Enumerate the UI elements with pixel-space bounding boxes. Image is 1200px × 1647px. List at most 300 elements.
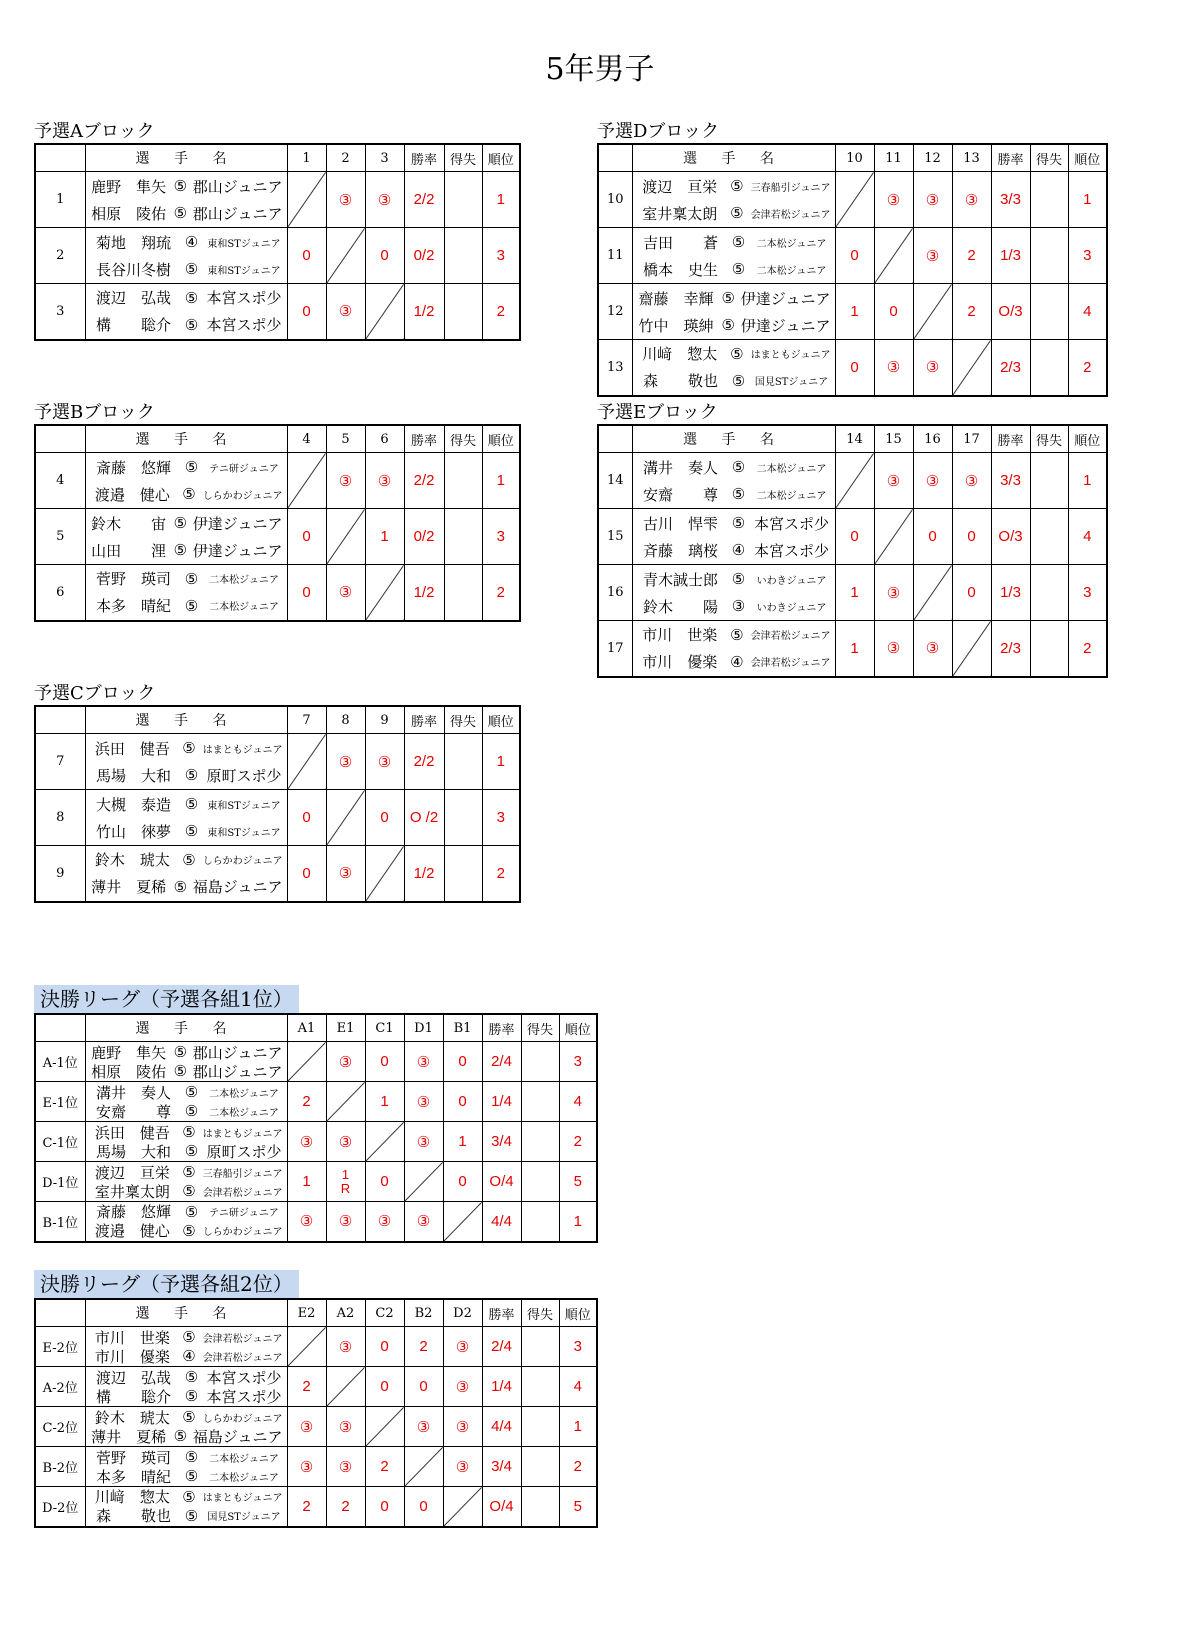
player-grade: ④: [731, 541, 746, 559]
table-row: [35, 228, 520, 284]
player-line: [90, 735, 283, 762]
pair-number: 16: [598, 565, 632, 621]
player-club: 郡山ジュニア: [192, 1062, 283, 1081]
player-grade: ④: [730, 652, 744, 671]
header-rate: 勝率: [991, 425, 1030, 453]
win-rate: O/4: [482, 1162, 521, 1202]
player-grade: ⑤: [731, 371, 746, 390]
diagonal-cell: [365, 284, 404, 340]
player-name: 長谷川冬樹: [95, 260, 171, 279]
match-result: ③: [404, 1082, 443, 1122]
table-row: [35, 790, 520, 846]
player-grade: ③: [731, 597, 746, 615]
header-col-E2: E2: [287, 1299, 326, 1327]
player-line: [637, 566, 831, 593]
match-result: ③: [326, 284, 365, 340]
match-result: ③: [404, 1202, 443, 1242]
player-line: [637, 200, 831, 227]
pair-number: A-1位: [35, 1042, 85, 1082]
player-name: 市川 世楽: [94, 1328, 170, 1347]
win-rate: 2/2: [404, 453, 444, 509]
match-result: 2: [365, 1447, 404, 1487]
diagonal-cell: [443, 1487, 482, 1527]
header-row: [35, 1299, 597, 1327]
match-result: ③: [913, 228, 952, 284]
header-rate: 勝率: [404, 144, 444, 172]
pair-number: 4: [35, 453, 85, 509]
match-result: ③: [952, 453, 991, 509]
pair-players: [85, 1367, 287, 1407]
player-line: [637, 229, 831, 256]
player-line: [90, 1368, 283, 1387]
block-title-text: 決勝リーグ（予選各組2位）: [34, 1270, 299, 1298]
player-grade: ⑤: [184, 458, 199, 476]
pair-players: [632, 228, 835, 284]
match-result: ③: [365, 172, 404, 228]
block-title-text: 決勝リーグ（予選各組1位）: [34, 985, 299, 1013]
player-line: [90, 762, 283, 789]
table-row: [598, 172, 1107, 228]
match-result: ③: [874, 621, 913, 677]
header-points: 得失: [1030, 144, 1068, 172]
player-line: [90, 873, 283, 900]
win-rate: 1/2: [404, 846, 444, 902]
player-name: 溝井 奏人: [642, 458, 718, 477]
rank: 4: [559, 1367, 597, 1407]
player-club: 福島ジュニア: [192, 1427, 283, 1446]
player-grade: ⑤: [184, 1506, 199, 1525]
match-result: 0: [404, 1367, 443, 1407]
player-club: 原町スポ少: [206, 1142, 282, 1161]
player-grade: ⑤: [173, 541, 188, 559]
player-club: 会津若松ジュニア: [750, 631, 831, 643]
pair-players: [85, 228, 287, 284]
player-grade: ⑤: [184, 1202, 199, 1221]
match-result: 1: [365, 509, 404, 565]
block-title: 予選Dブロック: [597, 121, 720, 142]
win-rate: 3/4: [482, 1122, 521, 1162]
block-e: [597, 402, 1108, 678]
match-result: 0: [443, 1042, 482, 1082]
header-row: [598, 425, 1107, 453]
win-rate: 2/4: [482, 1042, 521, 1082]
pair-players: [85, 1042, 287, 1082]
player-grade: ⑤: [182, 1123, 196, 1141]
points: [521, 1082, 559, 1122]
pair-number: 2: [35, 228, 85, 284]
player-club: はまともジュニア: [202, 744, 283, 756]
header-rank: 順位: [559, 1299, 597, 1327]
header-points: 得失: [444, 425, 482, 453]
player-name: 鹿野 隼矢: [91, 177, 167, 196]
pair-number: 7: [35, 734, 85, 790]
pair-players: [632, 284, 835, 340]
player-name: 本多 晴紀: [95, 597, 171, 616]
match-result: ③: [287, 1122, 326, 1162]
player-line: [90, 256, 283, 283]
header-row: [598, 144, 1107, 172]
player-name: 鈴木 陽: [642, 597, 718, 616]
match-result: 2: [287, 1367, 326, 1407]
points: [521, 1162, 559, 1202]
rank: 4: [1068, 284, 1107, 340]
points: [444, 228, 482, 284]
match-result: ③: [874, 340, 913, 396]
win-rate: O /2: [404, 790, 444, 846]
player-name: 市川 優楽: [94, 1347, 170, 1366]
block-c: [34, 683, 521, 903]
player-name: 市川 世楽: [642, 626, 718, 645]
win-rate: 1/2: [404, 284, 444, 340]
match-result: 0: [835, 340, 874, 396]
player-line: [637, 173, 831, 200]
diagonal-cell: [874, 509, 913, 565]
table-row: [35, 1082, 597, 1122]
points: [1030, 509, 1068, 565]
rank: 1: [559, 1407, 597, 1447]
pair-number: 8: [35, 790, 85, 846]
diagonal-cell: [874, 228, 913, 284]
player-grade: ⑤: [184, 822, 199, 840]
player-grade: ⑤: [173, 204, 188, 222]
player-club: 原町スポ少: [206, 766, 282, 785]
points: [521, 1367, 559, 1407]
player-grade: ⑤: [182, 850, 196, 869]
match-result: 0: [443, 1162, 482, 1202]
player-line: [90, 1142, 283, 1161]
points: [1030, 228, 1068, 284]
match-result: ③: [443, 1367, 482, 1407]
pair-players: [632, 621, 835, 677]
player-name: 齋藤 幸輝: [638, 289, 714, 308]
player-club: 郡山ジュニア: [192, 1043, 283, 1062]
player-grade: ⑤: [731, 570, 746, 588]
pair-players: [632, 565, 835, 621]
player-grade: ⑤: [731, 514, 746, 532]
player-name: 薄井 夏稀: [91, 1427, 167, 1446]
player-grade: ⑤: [731, 260, 746, 278]
player-grade: ⑤: [182, 739, 196, 757]
player-grade: ⑤: [184, 1467, 199, 1485]
table-row: [35, 284, 520, 340]
diagonal-cell: [952, 340, 991, 396]
player-line: [90, 1427, 283, 1446]
match-result: ③: [287, 1202, 326, 1242]
pair-players: [85, 1447, 287, 1487]
player-line: [90, 1221, 283, 1240]
points: [521, 1447, 559, 1487]
player-club: 二本松ジュニア: [756, 265, 827, 277]
header-col-B1: B1: [443, 1014, 482, 1042]
player-name: 薄井 夏稀: [91, 878, 167, 897]
table-row: [35, 565, 520, 621]
rank: 5: [559, 1487, 597, 1527]
player-club: 郡山ジュニア: [192, 204, 283, 223]
result-value: 1: [341, 1166, 350, 1182]
player-name: 斎藤 悠輝: [95, 1203, 171, 1222]
pair-number: 13: [598, 340, 632, 396]
player-line: [90, 1387, 283, 1406]
match-result: ③: [874, 453, 913, 509]
pair-number: C-1位: [35, 1122, 85, 1162]
player-line: [90, 1202, 283, 1221]
player-line: [637, 256, 831, 283]
match-result: ③: [326, 734, 365, 790]
rank: 2: [482, 846, 520, 902]
player-line: [90, 1182, 283, 1201]
rank: 3: [1068, 565, 1107, 621]
table-row: [35, 1162, 597, 1202]
pair-number: 1: [35, 172, 85, 228]
header-rate: 勝率: [404, 706, 444, 734]
points: [444, 284, 482, 340]
player-line: [637, 593, 831, 620]
player-name: 浜田 健吾: [94, 739, 170, 758]
header-blank: [598, 144, 632, 172]
player-club: 伊達ジュニア: [192, 541, 283, 560]
points: [521, 1042, 559, 1082]
match-result: ③: [952, 172, 991, 228]
match-result: 0: [365, 1042, 404, 1082]
player-name: 室井稟太朗: [642, 204, 718, 223]
standings-table: [34, 705, 521, 903]
pair-number: 15: [598, 509, 632, 565]
player-club: 伊達ジュニア: [740, 289, 831, 308]
player-name: 吉田 蒼: [642, 233, 718, 252]
player-line: [90, 1123, 283, 1142]
player-line: [637, 340, 831, 367]
player-grade: ⑤: [184, 1083, 199, 1101]
win-rate: 1/4: [482, 1082, 521, 1122]
player-name: 溝井 奏人: [95, 1083, 171, 1102]
player-grade: ⑤: [730, 204, 744, 222]
player-line: [90, 1102, 283, 1121]
final-league-2nd: [34, 1270, 598, 1528]
player-grade: ⑤: [173, 877, 188, 896]
points: [444, 565, 482, 621]
player-club: 会津若松ジュニア: [750, 658, 831, 670]
header-row: [35, 706, 520, 734]
header-blank: [35, 1014, 85, 1042]
player-line: [90, 229, 283, 256]
player-name: 川﨑 惣太: [94, 1488, 170, 1507]
player-name: 相原 陵佑: [91, 1062, 167, 1081]
player-name: 山田 浬: [91, 541, 167, 560]
player-name: 古川 悍雫: [642, 514, 718, 533]
rank: 1: [482, 172, 520, 228]
match-result: ③: [326, 1447, 365, 1487]
player-grade: ⑤: [721, 289, 735, 307]
table-row: [35, 1327, 597, 1367]
header-name: 選 手 名: [85, 425, 287, 453]
player-club: はまともジュニア: [750, 350, 831, 362]
pair-number: B-2位: [35, 1447, 85, 1487]
pair-number: C-2位: [35, 1407, 85, 1447]
block-title: 予選Cブロック: [34, 683, 156, 704]
header-col-C2: C2: [365, 1299, 404, 1327]
diagonal-cell: [326, 790, 365, 846]
rank: 1: [1068, 453, 1107, 509]
player-club: しらかわジュニア: [202, 1413, 283, 1425]
pair-players: [85, 1122, 287, 1162]
player-line: [637, 454, 831, 481]
pair-number: 6: [35, 565, 85, 621]
header-col-1: 1: [287, 144, 326, 172]
player-grade: ⑤: [184, 1387, 199, 1405]
header-points: 得失: [1030, 425, 1068, 453]
player-grade: ⑤: [182, 485, 196, 503]
rank: 3: [482, 509, 520, 565]
match-result: 0: [404, 1487, 443, 1527]
diagonal-cell: [443, 1202, 482, 1242]
match-result: 2: [952, 228, 991, 284]
player-grade: ⑤: [184, 1368, 199, 1386]
player-line: [90, 1448, 283, 1467]
player-grade: ⑤: [184, 288, 199, 307]
player-club: 本宮スポ少: [753, 541, 829, 560]
match-result: ③: [326, 1202, 365, 1242]
header-rate: 勝率: [991, 144, 1030, 172]
points: [444, 790, 482, 846]
player-line: [637, 481, 831, 508]
player-club: 郡山ジュニア: [192, 177, 283, 196]
player-line: [90, 791, 283, 818]
header-col-D2: D2: [443, 1299, 482, 1327]
player-line: [90, 592, 283, 619]
player-club: 東和STジュニア: [207, 238, 281, 250]
match-result: 0: [287, 846, 326, 902]
points: [521, 1327, 559, 1367]
points: [521, 1202, 559, 1242]
pair-players: [85, 509, 287, 565]
match-result: ③: [326, 1407, 365, 1447]
diagonal-cell: [287, 1042, 326, 1082]
match-result: 0: [287, 565, 326, 621]
header-points: 得失: [444, 144, 482, 172]
header-points: 得失: [444, 706, 482, 734]
player-line: [90, 565, 283, 592]
player-name: 室井稟太朗: [94, 1182, 170, 1201]
pair-players: [632, 453, 835, 509]
player-name: 鈴木 琥太: [94, 851, 170, 870]
header-col-17: 17: [952, 425, 991, 453]
player-name: 渡辺 亘栄: [642, 177, 718, 196]
diagonal-cell: [365, 565, 404, 621]
match-result: ③: [326, 453, 365, 509]
diagonal-cell: [913, 565, 952, 621]
player-grade: ④: [182, 1347, 196, 1365]
pair-number: A-2位: [35, 1367, 85, 1407]
player-name: 菅野 瑛司: [95, 1448, 171, 1467]
player-name: 安齋 尊: [95, 1102, 171, 1121]
win-rate: 2/3: [991, 340, 1030, 396]
win-rate: 4/4: [482, 1202, 521, 1242]
points: [444, 734, 482, 790]
win-rate: 3/4: [482, 1447, 521, 1487]
match-result: ③: [365, 1202, 404, 1242]
win-rate: 2/2: [404, 734, 444, 790]
player-grade: ⑤: [184, 766, 199, 784]
block-title: [34, 985, 598, 1013]
match-result: 0: [835, 509, 874, 565]
standings-table: [34, 143, 521, 341]
table-row: [598, 228, 1107, 284]
player-grade: ⑤: [721, 316, 735, 334]
player-name: 斉藤 璃桜: [642, 541, 718, 560]
diagonal-cell: [326, 228, 365, 284]
match-result: ③: [404, 1407, 443, 1447]
match-result: 0: [365, 1487, 404, 1527]
player-club: 二本松ジュニア: [209, 1453, 279, 1465]
player-name: 森 敬也: [642, 372, 718, 391]
player-line: [637, 537, 831, 564]
points: [444, 509, 482, 565]
pair-players: [85, 1327, 287, 1367]
table-row: [598, 621, 1107, 677]
points: [1030, 340, 1068, 396]
win-rate: 1/4: [482, 1367, 521, 1407]
player-grade: ④: [184, 233, 199, 251]
rank: 4: [1068, 509, 1107, 565]
table-row: [35, 1122, 597, 1162]
win-rate: 1/2: [404, 565, 444, 621]
header-rate: 勝率: [404, 425, 444, 453]
player-line: [637, 285, 831, 312]
header-row: [35, 425, 520, 453]
player-grade: ⑤: [731, 233, 746, 251]
match-result: 0: [443, 1082, 482, 1122]
player-club: 二本松ジュニア: [209, 602, 279, 614]
pair-number: 10: [598, 172, 632, 228]
header-blank: [35, 144, 85, 172]
header-col-2: 2: [326, 144, 365, 172]
header-points: 得失: [521, 1014, 559, 1042]
player-line: [90, 454, 283, 481]
table-row: [35, 1407, 597, 1447]
diagonal-cell: [835, 453, 874, 509]
block-title: 予選Bブロック: [34, 402, 155, 423]
player-grade: ⑤: [182, 1163, 196, 1181]
match-result: 2: [952, 284, 991, 340]
header-col-4: 4: [287, 425, 326, 453]
player-club: はまともジュニア: [202, 1493, 283, 1505]
header-col-7: 7: [287, 706, 326, 734]
player-name: 市川 優楽: [642, 653, 718, 672]
player-club: 会津若松ジュニア: [750, 209, 831, 221]
player-grade: ⑤: [173, 514, 188, 532]
header-col-A1: A1: [287, 1014, 326, 1042]
page-title: 5年男子: [545, 52, 655, 87]
points: [521, 1487, 559, 1527]
match-result: ③: [404, 1042, 443, 1082]
match-result: 0: [952, 565, 991, 621]
table-row: [35, 172, 520, 228]
match-result: 0: [287, 790, 326, 846]
rank: 5: [559, 1162, 597, 1202]
points: [1030, 621, 1068, 677]
match-result: 0: [365, 1327, 404, 1367]
player-club: 会津若松ジュニア: [202, 1187, 283, 1199]
win-rate: 0/2: [404, 228, 444, 284]
player-name: 構 聡介: [95, 316, 171, 335]
pair-number: E-2位: [35, 1327, 85, 1367]
points: [444, 453, 482, 509]
player-club: 二本松ジュニア: [756, 463, 827, 475]
player-name: 森 敬也: [95, 1507, 171, 1526]
header-blank: [35, 425, 85, 453]
player-grade: ⑤: [730, 344, 744, 363]
pair-players: [85, 172, 287, 228]
